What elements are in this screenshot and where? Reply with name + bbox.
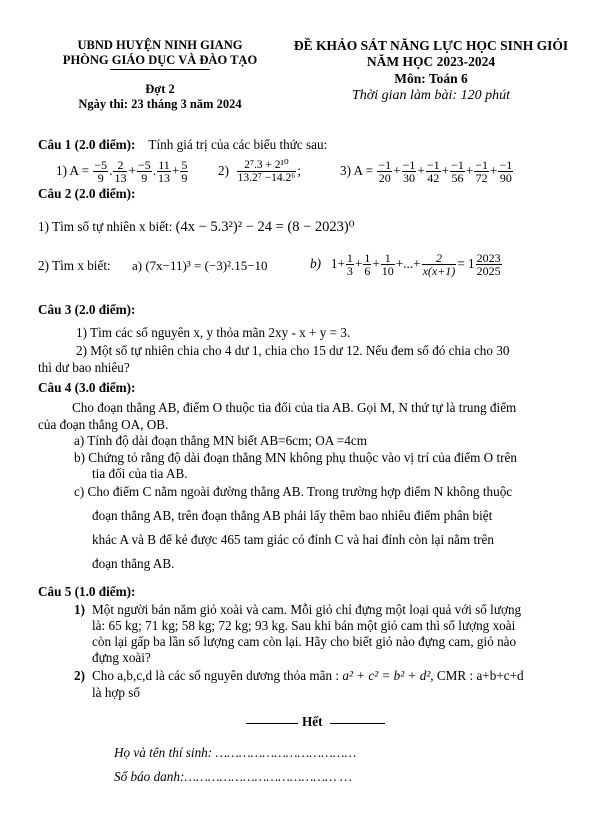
fraction: $\frac{11}{13}$: [157, 158, 170, 186]
q5-p1-line3: còn lại gấp ba lần số lượng cam còn lại. Hãy cho biết giỏ nào đựng cam, giỏ nào: [92, 634, 517, 649]
q4-intro-line2: của đoạn thẳng OA, OB.: [38, 417, 169, 432]
q5-p1-line1: Một người bán năm giỏ xoài và cam. Mỗi giỏ chỉ đựng một loại quả với số lượng: [92, 602, 522, 617]
q4-part-c-line1: c) Cho điểm C nằm ngoài đường thẳng AB. Trong trường hợp điểm N không thuộc: [74, 484, 513, 499]
duration: Thời gian làm bài: 120 phút: [352, 88, 510, 103]
q1-title: Câu 1 (2.0 điểm):: [38, 137, 136, 152]
q5-p2-number: 2): [74, 668, 85, 683]
candidate-id-field: Số báo danh:………………………………… …: [114, 769, 352, 784]
fraction: $\frac{-1}{72}$: [475, 158, 489, 186]
exam-title: ĐỀ KHẢO SÁT NĂNG LỰC HỌC SINH GIỎI: [293, 38, 569, 53]
q2-p1-text: 1) Tìm số tự nhiên x biết:: [38, 219, 173, 234]
q5-p2-line2: là hợp số: [92, 685, 140, 700]
q5-p2-cmr: , CMR : a+b+c+d: [430, 668, 524, 683]
q3-part1: 1) Tìm các số nguyên x, y thỏa mãn 2xy - x + y = 3.: [76, 325, 351, 340]
end-rule-right: [330, 723, 385, 724]
fraction: $\frac{2}{x(x+1)}$: [422, 251, 456, 279]
q4-part-c-line3: khác A và B để kẻ được 465 tam giác có đỉnh C và hai đỉnh còn lại nằm trên: [92, 532, 494, 547]
q1-p3-label: 3) A =: [340, 163, 374, 178]
q4-part-b-line1: b) Chứng tỏ rằng độ dài đoạn thẳng MN không phụ thuộc vào vị trí của điểm O trên: [74, 450, 517, 465]
fraction: $\frac{1}{10}$: [381, 251, 394, 279]
q1-part2: 2) $\frac{\text{2⁷.3 + 2¹⁰}}{\text{13.2⁷ −14.2⁶}}$ ;: [218, 159, 301, 185]
q4-part-a: a) Tính độ dài đoạn thẳng MN biết AB=6cm; OA =4cm: [74, 433, 367, 448]
round-label: Đợt 2: [145, 82, 175, 96]
q1-p1-label: 1) A =: [56, 163, 90, 178]
q4-title: Câu 4 (3.0 điểm):: [38, 380, 136, 395]
fraction: $\frac{2}{13}$: [114, 158, 127, 186]
q2-p2b-label: b): [310, 256, 321, 271]
q4-part-c-line2: đoạn thẳng AB, trên đoạn thẳng AB phải lấy thêm bao nhiêu điểm phân biệt: [92, 508, 493, 523]
school-year: NĂM HỌC 2023-2024: [366, 54, 496, 69]
fraction: $\frac{1}{3}$: [346, 251, 353, 279]
q5-title: Câu 5 (1.0 điểm):: [38, 584, 136, 599]
fraction: $\frac{-1}{90}$: [499, 158, 513, 186]
q2-p1-expression: (4x − 5.3²)² − 24 = (8 − 2023)⁰: [175, 219, 355, 235]
q1-intro: Tính giá trị của các biểu thức sau:: [148, 137, 328, 152]
q3-part2-line2: thì dư bao nhiêu?: [38, 360, 130, 375]
q4-part-b-line2: tia đối của tia AB.: [92, 466, 188, 481]
q2-part1: [38, 219, 355, 236]
q5-p1-line2: là: 65 kg; 71 kg; 58 kg; 72 kg; 93 kg. Sau khi bán một giỏ cam thì số lượng xoài: [92, 618, 516, 633]
q1-p2-label: 2): [218, 163, 229, 178]
q1-part1: 1) A = $\frac{-5}{9}$ . $\frac{2}{13}$ + $\frac{-5}{9}$ . $\frac{11}{13}$ + $\frac{5}{9}$: [56, 158, 188, 186]
q1-part3: 3) A = $\frac{-1}{20}$ + $\frac{-1}{30}$ + $\frac{-1}{42}$ + $\frac{-1}{56}$ + $\frac{-1}{72}$ + $\frac{-1}{90}$: [340, 158, 513, 186]
q5-p1-number: 1): [74, 602, 85, 617]
header-underline: [110, 69, 210, 70]
department-line2: PHÒNG GIÁO DỤC VÀ ĐÀO TẠO: [62, 53, 258, 67]
fraction: $\frac{5}{9}$: [181, 158, 188, 186]
q1-heading: [38, 137, 327, 153]
q5-p2-text: Cho a,b,c,d là các số nguyên dương thỏa mãn :: [92, 668, 340, 683]
fraction: $\frac{-5}{9}$: [137, 158, 151, 186]
fraction: $\frac{-1}{42}$: [426, 158, 440, 186]
q5-p1-line4: đựng xoài?: [92, 650, 151, 665]
q3-part2-line1: 2) Một số tự nhiên chia cho 4 dư 1, chia cho 15 dư 12. Nếu đem số đó chia cho 30: [76, 343, 510, 358]
q5-p2-equation: a² + c² = b² + d²: [342, 668, 431, 683]
q2-title: Câu 2 (2.0 điểm):: [38, 186, 136, 201]
end-label: Hết: [302, 714, 323, 729]
exam-date: Ngày thi: 23 tháng 3 năm 2024: [78, 97, 242, 111]
q2-p2b: b) 1+ $\frac{1}{3}$ + $\frac{1}{6}$ + $\frac{1}{10}$ +...+ $\frac{2}{x(x+1)}$ = 1 $\frac{2023}{2025}$: [310, 251, 501, 279]
q3-title: Câu 3 (2.0 điểm):: [38, 302, 136, 317]
department-line1: UBND HUYỆN NINH GIANG: [77, 38, 243, 52]
fraction: $\frac{2023}{2025}$: [476, 251, 501, 279]
fraction: $\frac{1}{6}$: [364, 251, 371, 279]
fraction: $\frac{-1}{20}$: [378, 158, 392, 186]
subject: Môn: Toán 6: [394, 71, 468, 86]
q5-p2-line1: [92, 668, 524, 684]
q4-part-c-line4: đoạn thẳng AB.: [92, 556, 175, 571]
fraction: $\frac{\text{2⁷.3 + 2¹⁰}}{\text{13.2⁷ −14.2⁶}}$: [237, 159, 296, 185]
fraction: $\frac{-1}{56}$: [451, 158, 464, 186]
fraction: $\frac{-5}{9}$: [94, 158, 108, 186]
candidate-name-field: Họ và tên thí sinh: ………………………………: [114, 745, 357, 760]
q4-intro-line1: Cho đoạn thẳng AB, điểm O thuộc tia đối của tia AB. Gọi M, N thứ tự là trung điểm: [72, 400, 517, 415]
q2-p2-text: 2) Tìm x biết:: [38, 258, 111, 273]
end-rule-left: [246, 723, 298, 724]
q2-p2a: a) (7x−11)³ = (−3)².15−10: [132, 258, 268, 273]
fraction: $\frac{-1}{30}$: [402, 158, 416, 186]
